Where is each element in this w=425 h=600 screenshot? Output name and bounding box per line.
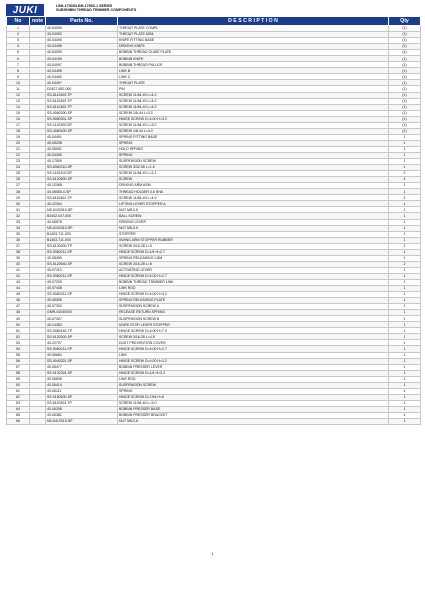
part-qty: (1)	[389, 86, 421, 92]
part-qty: 2	[389, 358, 421, 364]
part-number: SS-4060300-SP	[46, 110, 118, 116]
part-number: 40-05208	[46, 140, 118, 146]
row-number: 1	[7, 26, 30, 32]
row-number: 15	[7, 110, 30, 116]
row-number: 61	[7, 388, 30, 394]
row-number: 24	[7, 165, 30, 171]
part-number: 40-06381	[46, 413, 118, 419]
part-description: BOBBIN PRESSER BRACKET	[118, 413, 389, 419]
part-description: THREAD HOLDER 0.6 SHA	[118, 189, 389, 195]
part-qty: 1	[389, 328, 421, 334]
part-description: SCREW	[118, 177, 389, 183]
part-qty: 1	[389, 352, 421, 358]
part-qty: 1	[389, 146, 421, 152]
row-number: 53	[7, 340, 30, 346]
row-number: 36	[7, 237, 30, 243]
part-qty: 4	[389, 177, 421, 183]
part-qty: 1	[389, 183, 421, 189]
part-qty: 1	[389, 231, 421, 237]
row-number: 4	[7, 44, 30, 50]
row-number: 43	[7, 279, 30, 285]
part-qty: 2	[389, 195, 421, 201]
part-qty: 1	[389, 286, 421, 292]
part-qty: (1)	[389, 62, 421, 68]
part-number: 40-07209	[46, 279, 118, 285]
part-description: HINGE SCREW D=1/4 H=2.7	[118, 249, 389, 255]
part-qty: 1	[389, 159, 421, 165]
part-qty: 1	[389, 346, 421, 352]
part-description: SCREW 1/8-44 L=4.0	[118, 128, 389, 134]
part-number: B1403-711-000	[46, 237, 118, 243]
part-description: BOBBIN KNIFE	[118, 56, 389, 62]
part-qty: 1	[389, 219, 421, 225]
part-qty: 1	[389, 134, 421, 140]
part-qty: 1	[389, 370, 421, 376]
part-number: 40-04492	[46, 74, 118, 80]
row-number: 45	[7, 292, 30, 298]
table-header-row	[7, 17, 421, 26]
row-number: 35	[7, 231, 30, 237]
row-number: 50	[7, 322, 30, 328]
part-number: NS-6100310-SP	[46, 225, 118, 231]
part-qty: 1	[389, 189, 421, 195]
part-qty: (1)	[389, 44, 421, 50]
part-description: SPRING	[118, 388, 389, 394]
part-qty: 1	[389, 304, 421, 310]
part-qty: 1	[389, 406, 421, 412]
part-number: 40-04050	[46, 26, 118, 32]
part-description: HINGE SCREW D=1/4 H=3.2	[118, 370, 389, 376]
section-title: SUBSHIBIN THREAD TRIMMER COMPONENTS	[56, 8, 137, 13]
part-qty: (1)	[389, 122, 421, 128]
row-number: 57	[7, 364, 30, 370]
part-qty: 1	[389, 298, 421, 304]
part-number: SS-9060211-SP	[46, 273, 118, 279]
part-description: SCREW 11/64-40 L=3.0	[118, 122, 389, 128]
row-number: 64	[7, 406, 30, 412]
part-description: BALL SCREW	[118, 213, 389, 219]
part-qty: 1	[389, 165, 421, 171]
part-number: SS-9060162-TP	[46, 328, 118, 334]
part-description: HINGE SCREW D=4.00 H=2.7	[118, 346, 389, 352]
part-description: DRIVING ARM ASM.	[118, 183, 389, 189]
part-number: SS-9060311-SP	[46, 292, 118, 298]
column-header-description: D E S C R I P T I O N	[118, 17, 389, 26]
row-number: 13	[7, 98, 30, 104]
part-number: 40-06696	[46, 376, 118, 382]
part-description: BOBBIN THREAD PULLER	[118, 62, 389, 68]
part-description: KNIFE STOP LEVER STOPPER	[118, 322, 389, 328]
row-number: 32	[7, 213, 30, 219]
row-number: 28	[7, 189, 30, 195]
row-number: 23	[7, 159, 30, 165]
part-number: 40-14383	[46, 322, 118, 328]
row-number: 2	[7, 32, 30, 38]
row-number: 48	[7, 310, 30, 316]
part-qty: 1	[389, 382, 421, 388]
part-description: LINK ROD	[118, 376, 389, 382]
row-number: 10	[7, 80, 30, 86]
row-number: 58	[7, 370, 30, 376]
column-header-note: note	[30, 17, 46, 26]
part-qty: 2	[389, 243, 421, 249]
part-qty: 1	[389, 413, 421, 419]
part-description: NUT M5-0.6	[118, 419, 389, 425]
part-number: 40-05305	[46, 298, 118, 304]
row-number: 51	[7, 328, 30, 334]
part-qty: 1	[389, 273, 421, 279]
part-qty: 1	[389, 322, 421, 328]
part-number: SS-6120300-SP	[46, 334, 118, 340]
part-qty: 1	[389, 140, 421, 146]
part-number: SS-9060301-SP	[46, 116, 118, 122]
part-qty: (1)	[389, 98, 421, 104]
part-description: SPRING	[118, 152, 389, 158]
row-number: 25	[7, 171, 30, 177]
part-qty: (1)	[389, 26, 421, 32]
part-description: LINK	[118, 352, 389, 358]
row-number: 9	[7, 74, 30, 80]
part-description: SWING ARM STOPPER RUBBER	[118, 237, 389, 243]
row-number: 31	[7, 207, 30, 213]
part-qty: 1	[389, 225, 421, 231]
part-qty: (1)	[389, 38, 421, 44]
row-number: 38	[7, 249, 30, 255]
part-number: 40-06258	[46, 406, 118, 412]
column-header-no: No	[7, 17, 30, 26]
row-number: 44	[7, 286, 30, 292]
row-number: 55	[7, 352, 30, 358]
part-number: SS-9060211-SP	[46, 249, 118, 255]
row-number: 19	[7, 134, 30, 140]
part-description: BOBBIN THREAD GUIDE PLATE	[118, 50, 389, 56]
part-qty: 1	[389, 310, 421, 316]
row-number: 18	[7, 128, 30, 134]
part-number: SS-6120600-SP	[46, 177, 118, 183]
part-number: 40-06477	[46, 364, 118, 370]
part-number: 40-06684	[46, 352, 118, 358]
part-number: 40-08499	[46, 255, 118, 261]
part-number: 40-07110	[46, 267, 118, 273]
part-qty: 1	[389, 340, 421, 346]
part-qty: 1	[389, 249, 421, 255]
part-description: SCREW 11/64-40 L=4.0	[118, 98, 389, 104]
part-qty: (1)	[389, 74, 421, 80]
column-header-qty: Qty	[389, 17, 421, 26]
row-number: 8	[7, 68, 30, 74]
part-qty: 2	[389, 261, 421, 267]
series-title: LBH-1790S/LBH-1795S-1 SERIES	[56, 4, 113, 8]
part-description: ACTIVATING LEVER	[118, 267, 389, 273]
part-qty: (1)	[389, 128, 421, 134]
part-description: BOBBIN PRESSER BASE	[118, 406, 389, 412]
part-number: 40-05051	[46, 146, 118, 152]
part-number: 40-04097	[46, 62, 118, 68]
part-qty: 1	[389, 207, 421, 213]
part-description: SCREW 11/64-40 L=3.1	[118, 171, 389, 177]
row-number: 47	[7, 304, 30, 310]
part-description: HINGE SCREW D=7/64 H=5	[118, 394, 389, 400]
part-qty: 1	[389, 400, 421, 406]
part-qty: 1	[389, 267, 421, 273]
part-number: SS-9160500-SP	[46, 394, 118, 400]
row-number: 39	[7, 255, 30, 261]
part-description: HINGE SCREW D=4.00 H=3.2	[118, 358, 389, 364]
part-description: SPRING RELEASING CAM	[118, 255, 389, 261]
row-number: 59	[7, 376, 30, 382]
part-description: RELEASE RETURN SPRING	[118, 310, 389, 316]
part-number: 40-06080-0-SP	[46, 189, 118, 195]
row-number: 14	[7, 104, 30, 110]
part-description: SCREW 3/16-28 L=6	[118, 261, 389, 267]
part-description: SCREW 11/64-40 L=4.0	[118, 195, 389, 201]
part-number: 40-04498	[46, 44, 118, 50]
part-number: SS-1110300-SP	[46, 122, 118, 128]
part-number: 40-06111	[46, 388, 118, 394]
part-number: GMR-01030000	[46, 310, 118, 316]
part-description: THROAT PLATE	[118, 80, 389, 86]
part-description: SCREW 3/16-28 L=3	[118, 243, 389, 249]
row-number: 42	[7, 273, 30, 279]
part-number: 40-04491	[46, 134, 118, 140]
part-number: 40-07302	[46, 304, 118, 310]
part-number: SS-6120300-TP	[46, 243, 118, 249]
part-qty: 1	[389, 334, 421, 340]
part-qty: 1	[389, 255, 421, 261]
part-number: SS-6060210-SP	[46, 165, 118, 171]
parts-table-body	[7, 26, 421, 425]
row-number: 46	[7, 298, 30, 304]
part-number: 40-04490	[46, 38, 118, 44]
part-description: DUST PREVENTION COVER	[118, 340, 389, 346]
row-number: 7	[7, 62, 30, 68]
part-description: DRIVING LEVER	[118, 219, 389, 225]
row-number: 3	[7, 38, 30, 44]
row-number: 17	[7, 122, 30, 128]
part-number: 40-06578	[46, 219, 118, 225]
part-description: NUT M5-0.6	[118, 207, 389, 213]
part-description: SCREW 3/16-28 L=4.5	[118, 334, 389, 340]
part-description: SCREW 1/8-44 L=3.0	[118, 110, 389, 116]
part-description: SPRING RELEASING PLATE	[118, 298, 389, 304]
part-qty: 1	[389, 394, 421, 400]
part-qty: (1)	[389, 68, 421, 74]
row-number: 60	[7, 382, 30, 388]
page-number: 1	[211, 551, 214, 556]
column-header-parts-no: Parts No.	[46, 17, 118, 26]
part-number: SS-1110310-SP	[46, 171, 118, 177]
part-number: 40-04099	[46, 50, 118, 56]
part-description: SUSPENSION SCREW	[118, 382, 389, 388]
part-qty: (1)	[389, 50, 421, 56]
part-qty: 1	[389, 376, 421, 382]
part-number: SS-6110402-TP	[46, 195, 118, 201]
row-number: 54	[7, 346, 30, 352]
row-number: 41	[7, 267, 30, 273]
part-number: 40-04497	[46, 80, 118, 86]
row-number: 33	[7, 219, 30, 225]
part-description: SCREW 11/64-40 L=3.0	[118, 400, 389, 406]
part-description: THROAT PLATE ASM.	[118, 32, 389, 38]
part-number: 40-12068	[46, 183, 118, 189]
part-number: 40-17509	[46, 159, 118, 165]
part-number: SS-4060400-SP	[46, 128, 118, 134]
part-number: B2402-047-000	[46, 213, 118, 219]
part-description: LINK C	[118, 74, 389, 80]
part-description: HOLD SPRING	[118, 146, 389, 152]
part-description: DRIVING KNIFE	[118, 44, 389, 50]
part-number: 40-04052	[46, 32, 118, 38]
row-number: 22	[7, 152, 30, 158]
row-number: 20	[7, 140, 30, 146]
part-qty: 1	[389, 388, 421, 394]
part-description: PIN	[118, 86, 389, 92]
juki-logo: JUKI	[6, 4, 44, 17]
row-number: 34	[7, 225, 30, 231]
part-number: SS-6120640-SP	[46, 261, 118, 267]
part-description: LIFTING LEVER STOPPER A	[118, 201, 389, 207]
part-qty: (1)	[389, 110, 421, 116]
row-number: 21	[7, 146, 30, 152]
part-qty: 1	[389, 279, 421, 285]
part-description: BOBBIN THREAD TRIMMER LINK	[118, 279, 389, 285]
part-qty: 1	[389, 213, 421, 219]
row-number: 65	[7, 413, 30, 419]
row-number: 12	[7, 92, 30, 98]
part-qty: (1)	[389, 92, 421, 98]
part-description: SCREW 11/64-40 L=4.0	[118, 92, 389, 98]
part-number: 40-04495	[46, 68, 118, 74]
part-qty: 1	[389, 237, 421, 243]
part-number: 40-07408	[46, 286, 118, 292]
row-number: 26	[7, 177, 30, 183]
part-description: SCREW 11/64-40 L=4.0	[118, 104, 389, 110]
row-number: 49	[7, 316, 30, 322]
part-number: 40-22707	[46, 340, 118, 346]
part-number: SS-6110400-TP	[46, 98, 118, 104]
part-qty: (1)	[389, 116, 421, 122]
part-description: SCREW 3/32-56 L=1.6	[118, 165, 389, 171]
part-description: HINGE SCREW D=4.00 H=7.0	[118, 328, 389, 334]
part-description: LINK ROD	[118, 286, 389, 292]
row-number: 66	[7, 419, 30, 425]
row-number: 16	[7, 116, 30, 122]
row-number: 11	[7, 86, 30, 92]
part-number: B1403-711-000	[46, 231, 118, 237]
part-number: SS-9130324-SP	[46, 370, 118, 376]
part-description: SPRING	[118, 140, 389, 146]
part-qty: 1	[389, 152, 421, 158]
part-description: HINGE SCREW D=4.00 H=2.7	[118, 273, 389, 279]
part-qty: (1)	[389, 32, 421, 38]
part-description: SPRING FITTING BASE	[118, 134, 389, 140]
row-number: 37	[7, 243, 30, 249]
part-description: SUSPENSION SCREW	[118, 159, 389, 165]
part-description: LINK B	[118, 68, 389, 74]
part-description: THROAT PLATE COMPL	[118, 26, 389, 32]
part-number: 40-04395	[46, 152, 118, 158]
part-number: 40-06414	[46, 382, 118, 388]
part-description: HINGE SCREW D=4.00 H=3.2	[118, 116, 389, 122]
part-description: SUSPENSION SCREW B	[118, 316, 389, 322]
part-number: SS-9060211-SP	[46, 346, 118, 352]
part-number: D2427-552-000	[46, 86, 118, 92]
row-note	[30, 419, 46, 425]
row-number: 63	[7, 400, 30, 406]
part-qty: 1	[389, 201, 421, 207]
part-number: SS-6110400-TP	[46, 104, 118, 110]
header-titles	[56, 4, 136, 13]
part-qty: 1	[389, 419, 421, 425]
row-number: 40	[7, 261, 30, 267]
part-qty: (1)	[389, 80, 421, 86]
part-number: NS-6410010-SP	[46, 419, 118, 425]
part-description: SUSPENSION SCREW A	[118, 304, 389, 310]
part-qty: 1	[389, 364, 421, 370]
part-number: SS-6110303-TP	[46, 400, 118, 406]
part-number: 40-07307	[46, 316, 118, 322]
row-number: 6	[7, 56, 30, 62]
part-qty: (1)	[389, 104, 421, 110]
part-number: SS-9040321-SP	[46, 358, 118, 364]
row-number: 27	[7, 183, 30, 189]
part-number: SS-6110400-TP	[46, 92, 118, 98]
row-number: 56	[7, 358, 30, 364]
part-qty: 2	[389, 171, 421, 177]
table-row	[7, 419, 421, 425]
part-qty: (1)	[389, 56, 421, 62]
part-description: HINGE SCREW D=4.00 H=3.2	[118, 292, 389, 298]
row-number: 52	[7, 334, 30, 340]
part-description: STOPPER	[118, 231, 389, 237]
part-number: 40-22394	[46, 201, 118, 207]
row-number: 29	[7, 195, 30, 201]
part-description: KNIFE FITTING BASE	[118, 38, 389, 44]
part-qty: 1	[389, 316, 421, 322]
part-description: BOBBIN PRESSER LEVER	[118, 364, 389, 370]
row-number: 5	[7, 50, 30, 56]
part-number: NS-6100310-SP	[46, 207, 118, 213]
part-description: NUT M5-0.6	[118, 225, 389, 231]
part-qty: 1	[389, 292, 421, 298]
part-number: 40-04199	[46, 56, 118, 62]
parts-table	[6, 16, 421, 425]
row-number: 30	[7, 201, 30, 207]
row-number: 62	[7, 394, 30, 400]
